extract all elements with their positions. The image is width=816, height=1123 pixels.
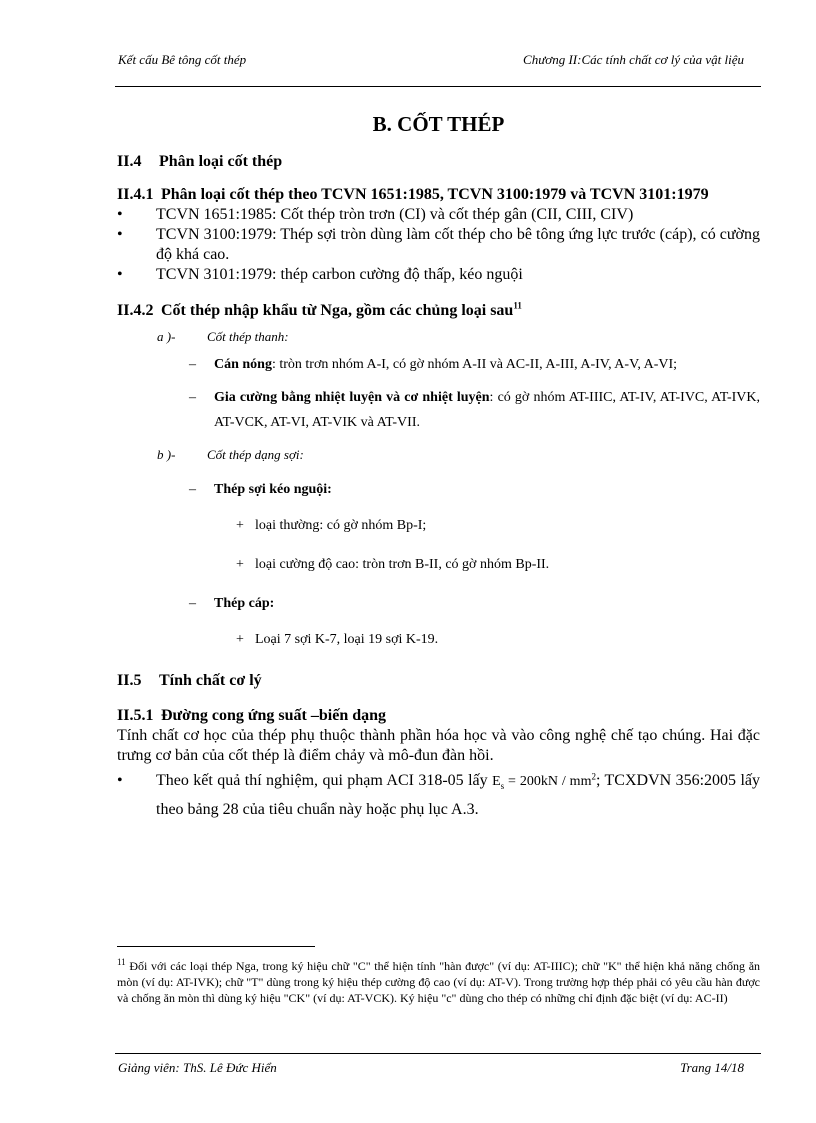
heading-text: Tính chất cơ lý bbox=[159, 672, 262, 689]
list-item bbox=[117, 265, 760, 285]
paragraph: Tính chất cơ học của thép phụ thuộc thành phần hóa học và vào công nghệ chế tạo chúng. Hai đặc trưng cơ bản của cốt thép là điểm chảy và mô-đun đàn hồi. bbox=[117, 727, 760, 764]
footnote-mark: 11 bbox=[117, 957, 126, 967]
page-content bbox=[117, 112, 760, 822]
subsection-b bbox=[157, 447, 760, 463]
heading-number: II.4.2 bbox=[117, 302, 154, 319]
list-item-text: TCVN 3101:1979: thép carbon cường độ thấp, kéo nguội bbox=[156, 266, 523, 283]
item-text: : có gờ nhóm AT-IIIC, AT-IV, AT-IVC, AT-IVK, AT-VCK, AT-VI, AT-VIK và AT-VII. bbox=[214, 390, 760, 430]
plus-icon: + bbox=[236, 632, 244, 647]
plus-item bbox=[236, 516, 760, 536]
equation-lhs: E bbox=[492, 774, 501, 789]
plus-icon: + bbox=[236, 518, 244, 533]
dash-item-can-nong bbox=[189, 352, 760, 377]
heading-number: II.5.1 bbox=[117, 707, 154, 724]
heading-text: Phân loại cốt thép bbox=[159, 153, 283, 170]
item-text: loại thường: có gờ nhóm Bp-I; bbox=[255, 518, 427, 533]
item-bold: Thép sợi kéo nguội: bbox=[214, 482, 332, 497]
heading-text-main: Cốt thép nhập khẩu từ Nga, gồm các chủng loại sau bbox=[161, 302, 514, 319]
bullet-list-aci bbox=[117, 769, 760, 822]
header-left: Kết cấu Bê tông cốt thép bbox=[118, 52, 247, 67]
header-rule bbox=[115, 86, 761, 87]
heading-s24 bbox=[117, 153, 760, 171]
item-bold: Gia cường bằng nhiệt luyện và cơ nhiệt luyện bbox=[214, 390, 490, 405]
page-title: B. CỐT THÉP bbox=[372, 112, 505, 136]
bullet-icon: • bbox=[117, 206, 123, 223]
plus-icon: + bbox=[236, 557, 244, 572]
heading-s242 bbox=[117, 301, 760, 321]
bullet-icon: • bbox=[117, 772, 123, 789]
dash-icon: – bbox=[189, 596, 196, 611]
bullet-icon: • bbox=[117, 266, 123, 283]
equation-rhs: = 200kN / mm bbox=[504, 774, 592, 789]
heading-s25 bbox=[117, 672, 760, 690]
footnote-text: Đối với các loại thép Nga, trong ký hiệu chữ "C" thể hiện tính "hàn được" (ví dụ: AT-IIIC); chữ "K" thể hiện khả năng chống ăn mòn (ví dụ: AT-IVK); chữ "T" dùng trong ký hiệu thép cường độ cao (ví dụ: AT-V). Trong trường hợp thép phải có yêu cầu hàn được và chống ăn mòn thì dùng ký hiệu "CK" (ví dụ: AT-VCK). Ký hiệu "c" dùng cho thép có những chỉ định đặc biệt (ví dụ: AC-II) bbox=[117, 959, 761, 1005]
item-text: loại cường độ cao: tròn trơn B-II, có gờ nhóm Bp-II. bbox=[255, 557, 550, 572]
list-item bbox=[117, 769, 760, 822]
dash-item-thep-cap bbox=[189, 591, 760, 616]
list-item-text: TCVN 1651:1985: Cốt thép tròn trơn (CI) và cốt thép gân (CII, CIII, CIV) bbox=[156, 206, 634, 223]
list-item-text-pre: Theo kết quả thí nghiệm, qui phạm ACI 318-05 lấy bbox=[156, 772, 488, 789]
subsection-label: b )- bbox=[157, 447, 176, 462]
header-right: Chương II:Các tính chất cơ lý của vật liệu bbox=[523, 52, 744, 67]
heading-number: II.5 bbox=[117, 672, 142, 689]
item-bold: Thép cáp: bbox=[214, 596, 275, 611]
heading-number: II.4 bbox=[117, 153, 142, 170]
bullet-icon: • bbox=[117, 226, 123, 243]
list-item-text-post: ; TCXDVN 356:2005 lấy theo bảng 28 của tiêu chuẩn này hoặc phụ lục A.3. bbox=[156, 772, 761, 818]
list-item bbox=[117, 225, 760, 265]
subsection-text: Cốt thép dạng sợi: bbox=[207, 447, 304, 462]
plus-item bbox=[236, 555, 760, 575]
plus-item bbox=[236, 630, 760, 650]
footer-left: Giảng viên: ThS. Lê Đức Hiển bbox=[118, 1060, 277, 1075]
item-text: Loại 7 sợi K-7, loại 19 sợi K-19. bbox=[255, 632, 439, 647]
heading-text: Đường cong ứng suất –biến dạng bbox=[161, 707, 387, 724]
heading-s241 bbox=[117, 185, 760, 205]
item-bold: Cán nóng bbox=[214, 357, 272, 372]
list-item-text: TCVN 3100:1979: Thép sợi tròn dùng làm cốt thép cho bê tông ứng lực trước (cáp), có cường độ khá cao. bbox=[156, 226, 760, 263]
footnote bbox=[117, 958, 760, 1006]
heading-number: II.4.1 bbox=[117, 186, 154, 203]
footer-rule bbox=[115, 1053, 761, 1054]
heading-text bbox=[161, 301, 522, 321]
heading-text: Phân loại cốt thép theo TCVN 1651:1985, TCVN 3100:1979 và TCVN 3101:1979 bbox=[161, 186, 709, 203]
bullet-list-tcvn bbox=[117, 205, 760, 285]
dash-item-thep-soi bbox=[189, 477, 760, 502]
list-item bbox=[117, 205, 760, 225]
footer-right: Trang 14/18 bbox=[680, 1060, 744, 1075]
dash-item-gia-cuong bbox=[189, 385, 760, 435]
item-text: : tròn trơn nhóm A-I, có gờ nhóm A-II và AC-II, A-III, A-IV, A-V, A-VI; bbox=[271, 357, 678, 372]
equation-sub: s bbox=[500, 780, 505, 791]
subsection-text: Cốt thép thanh: bbox=[207, 329, 289, 344]
dash-icon: – bbox=[189, 390, 196, 405]
equation bbox=[492, 771, 596, 791]
subsection-label: a )- bbox=[157, 329, 176, 344]
footnote-rule bbox=[117, 946, 315, 947]
heading-s251 bbox=[117, 706, 760, 726]
dash-icon: – bbox=[189, 482, 196, 497]
subsection-a bbox=[157, 329, 760, 345]
equation-sup: 2 bbox=[591, 771, 596, 782]
footnote-ref[interactable]: 11 bbox=[513, 300, 522, 311]
dash-icon: – bbox=[189, 357, 196, 372]
